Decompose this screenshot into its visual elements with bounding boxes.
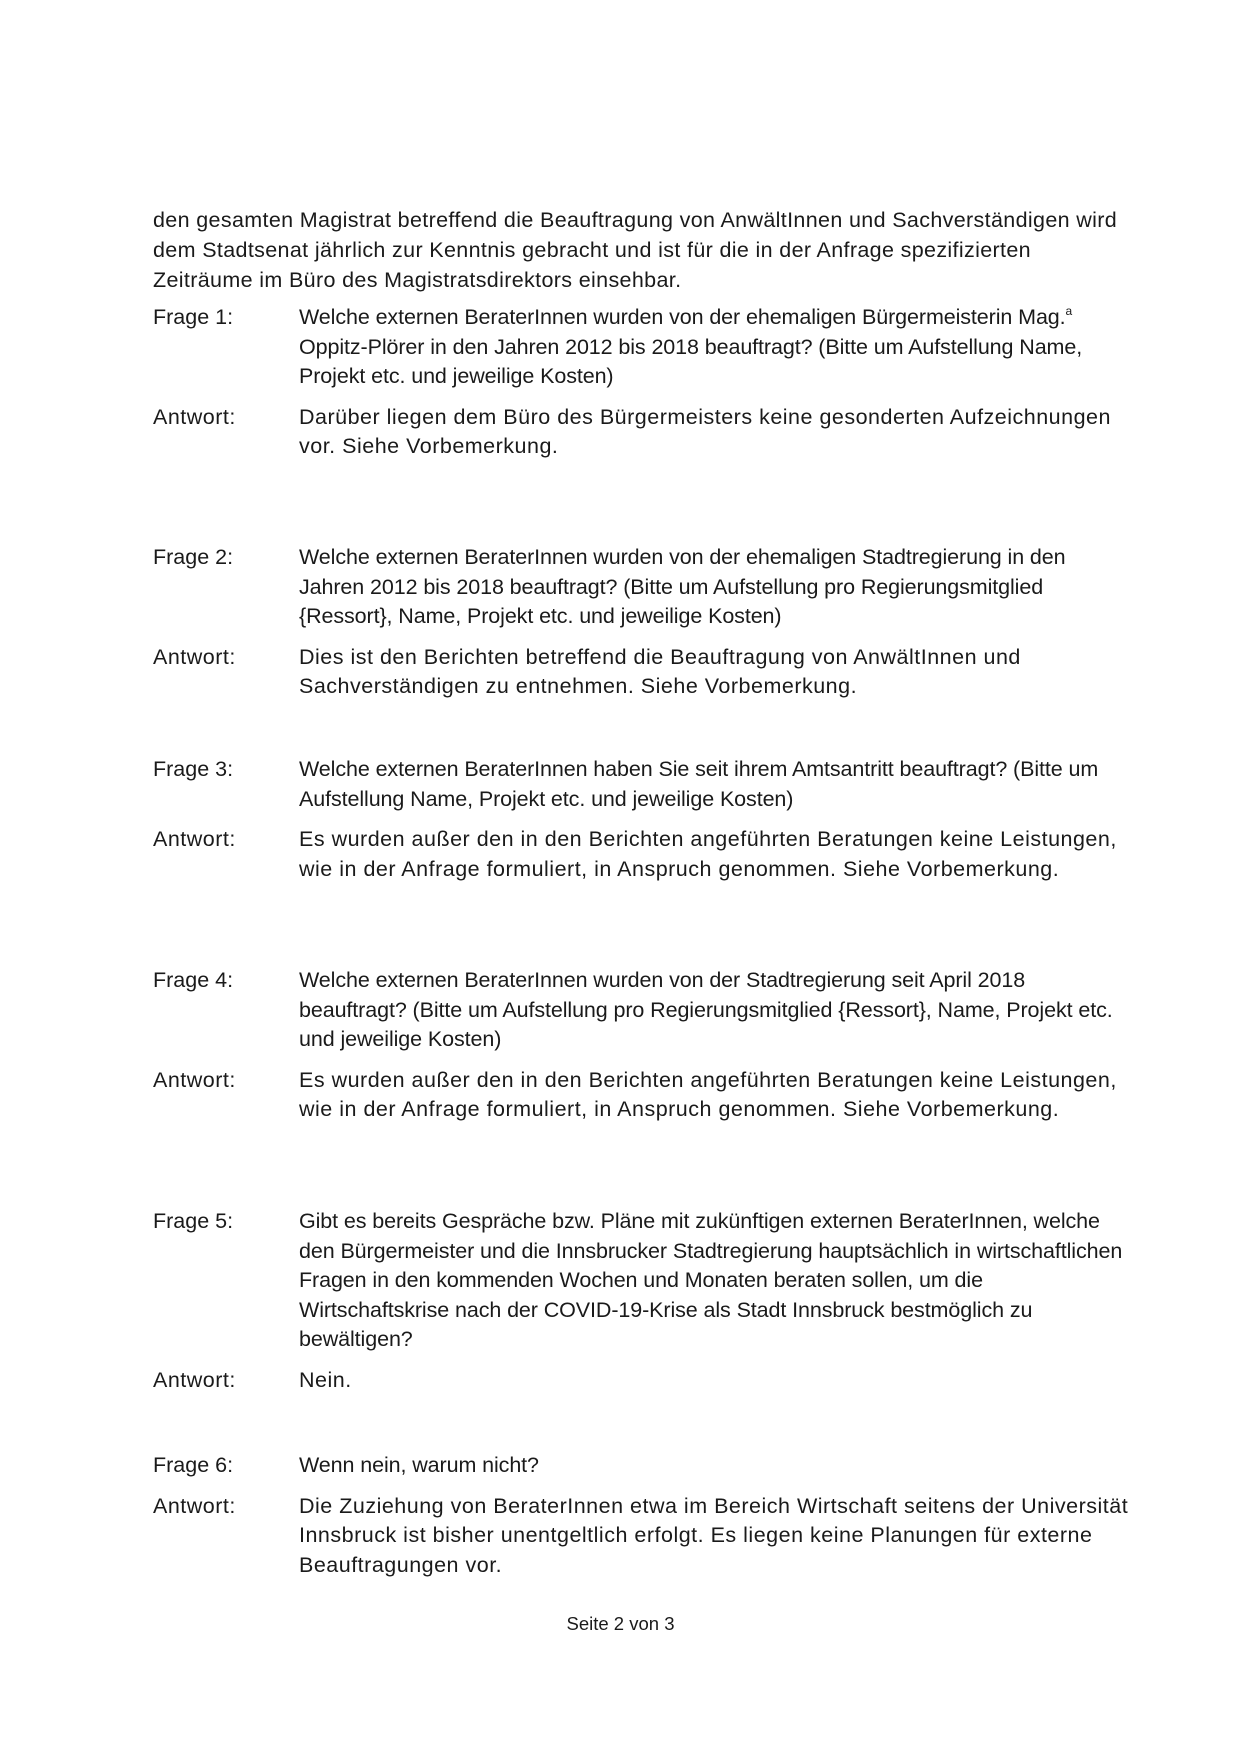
answer-label: Antwort: [153, 1067, 236, 1092]
question-text: Wenn nein, warum nicht? [299, 1453, 539, 1477]
qa-block-5 [153, 1207, 1141, 1395]
answer-text: Nein. [299, 1367, 352, 1392]
question-label: Frage 2: [153, 545, 234, 569]
question-text: Welche externen BeraterInnen wurden von der Stadtregierung seit April 2018 beauftragt? (Bitte um Aufstellung pro Regierungsmitglied {Ressort}, Name, Projekt etc. und jeweilige Kosten) [299, 968, 1113, 1051]
answer-label: Antwort: [153, 404, 236, 429]
question-label: Frage 4: [153, 968, 234, 992]
answer-row [153, 825, 1141, 884]
answer-label: Antwort: [153, 1493, 236, 1518]
question-text: Welche externen BeraterInnen haben Sie seit ihrem Amtsantritt beauftragt? (Bitte um Aufstellung Name, Projekt etc. und jeweilige Kosten) [299, 757, 1099, 811]
question-text-part: Welche externen BeraterInnen wurden von der ehemaligen Bürgermeisterin Mag. [299, 305, 1066, 329]
question-row [153, 755, 1141, 814]
question-label: Frage 5: [153, 1209, 234, 1233]
answer-row [153, 403, 1141, 462]
superscript: a [1065, 304, 1073, 318]
question-label: Frage 3: [153, 757, 234, 781]
answer-row [153, 1366, 1141, 1396]
question-text [299, 303, 1134, 392]
qa-block-1 [153, 303, 1141, 462]
answer-text: Es wurden außer den in den Berichten angeführten Beratungen keine Leistungen, wie in der Anfrage formuliert, in Anspruch genommen. Siehe Vorbemerkung. [299, 827, 1117, 881]
qa-block-4 [153, 966, 1141, 1125]
question-label: Frage 1: [153, 305, 234, 329]
qa-block-6 [153, 1451, 1141, 1580]
answer-row [153, 643, 1141, 702]
answer-row [153, 1066, 1141, 1125]
question-row [153, 303, 1141, 392]
answer-text: Die Zuziehung von BeraterInnen etwa im Bereich Wirtschaft seitens der Universität Innsbruck ist bisher unentgeltlich erfolgt. Es liegen keine Planungen für externe Beauftragungen vor. [299, 1493, 1129, 1577]
question-label: Frage 6: [153, 1453, 234, 1477]
answer-row [153, 1492, 1141, 1581]
page-number: Seite 2 von 3 [566, 1613, 675, 1634]
answer-text: Darüber liegen dem Büro des Bürgermeisters keine gesonderten Aufzeichnungen vor. Siehe Vorbemerkung. [299, 404, 1111, 458]
answer-label: Antwort: [153, 827, 236, 851]
qa-block-2 [153, 543, 1141, 702]
answer-text: Es wurden außer den in den Berichten angeführten Beratungen keine Leistungen, wie in der Anfrage formuliert, in Anspruch genommen. Siehe Vorbemerkung. [299, 1067, 1117, 1121]
question-text: Welche externen BeraterInnen wurden von der ehemaligen Stadtregierung in den Jahren 2012 bis 2018 beauftragt? (Bitte um Aufstellung pro Regierungsmitglied {Ressort}, Name, Projekt etc. und jeweilige Kosten) [299, 545, 1066, 628]
question-row [153, 543, 1141, 632]
question-row [153, 966, 1141, 1055]
question-text: Gibt es bereits Gespräche bzw. Pläne mit zukünftigen externen BeraterInnen, welche den Bürgermeister und die Innsbrucker Stadtregierung hauptsächlich in wirtschaftlichen Fragen in den kommenden Wochen und Monaten beraten sollen, um die Wirtschaftskrise nach der COVID-19-Krise als Stadt Innsbruck bestmöglich zu bewältigen? [299, 1209, 1123, 1351]
qa-block-3 [153, 755, 1141, 884]
question-row [153, 1451, 1141, 1481]
answer-label: Antwort: [153, 644, 236, 669]
answer-text: Dies ist den Berichten betreffend die Beauftragung von AnwältInnen und Sachverständigen zu entnehmen. Siehe Vorbemerkung. [299, 644, 1021, 698]
answer-label: Antwort: [153, 1367, 236, 1392]
question-text-part: Oppitz-Plörer in den Jahren 2012 bis 2018 beauftragt? (Bitte um Aufstellung Name, Projekt etc. und jeweilige Kosten) [299, 334, 1083, 388]
question-row [153, 1207, 1141, 1355]
intro-paragraph: den gesamten Magistrat betreffend die Beauftragung von AnwältInnen und Sachverständigen wird dem Stadtsenat jährlich zur Kenntnis gebracht und ist für die in der Anfrage spezifizierten Zeiträume im Büro des Magistratsdirektors einsehbar. [153, 208, 1118, 292]
